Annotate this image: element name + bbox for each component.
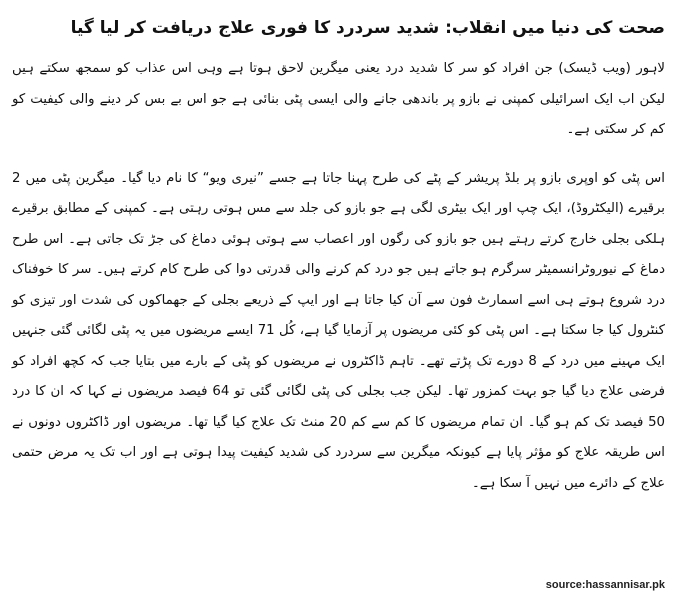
article-paragraph-intro: لاہور (ویب ڈیسک) جن افراد کو سر کا شدید درد یعنی میگرین لاحق ہوتا ہے وہی اس عذاب کو سمجھ سکتے ہیں لیکن اب ایک اسرائیلی کمپنی نے بازو پر باندھی جانے والی ایسی پٹی بنائی ہے جو اس بے بس کر دینے والی کیفیت کو کم کر سکتی ہے۔ <box>12 61 665 137</box>
source-credit: source:hassannisar.pk <box>545 579 665 591</box>
article-headline: صحت کی دنیا میں انقلاب: شدید سردرد کا فوری علاج دریافت کر لیا گیا <box>70 18 665 38</box>
article-paragraph-body: اس پٹی کو اوپری بازو پر بلڈ پریشر کے پٹے کی طرح پہنا جاتا ہے جسے ”نیری ویو“ کا نام دیا گیا۔ میگرین پٹی میں 2 برقیرے (الیکٹروڈ)، ایک چپ اور ایک بیٹری لگی ہے جو بازو کی جلد سے مس ہوتی رہتی ہے۔ کمپنی کے مطابق برقیرے ہلکی بجلی خارج کرتے رہتے ہیں جو بازو کی رگوں اور اعصاب سے ہوتی ہوئی دماغ کی جڑ تک جاتی ہے۔ اس طرح دماغ کے نیوروٹرانسمیٹر سرگرم ہو جاتے ہیں جو درد کم کرنے والی قدرتی دوا کی طرح کام کرتے ہیں۔ سر کا خوفناک درد شروع ہوتے ہی اسے اسمارٹ فون سے آن کیا جاتا ہے اور ایپ کے ذریعے بجلی کے جھماکوں کی شدت اور تیزی کو کنٹرول کیا جا سکتا ہے۔ اس پٹی کو کئی مریضوں پر آزمایا گیا ہے، کُل 71 ایسے مریضوں میں یہ پٹی لگائی گئی جنہیں ایک مہینے میں درد کے 8 دورے تک پڑتے تھے۔ تاہم ڈاکٹروں نے مریضوں کو پٹی کے بارے میں بتایا جب کہ کچھ افراد کو فرضی علاج دیا گیا جو بہت کمزور تھا۔ لیکن جب بجلی کی پٹی لگائی گئی تو 64 فیصد مریضوں نے کہا کہ ان کا درد 50 فیصد تک کم ہو گیا۔ ان تمام مریضوں کا کم سے کم 20 منٹ تک علاج کیا گیا تھا۔ مریضوں اور ڈاکٹروں دونوں نے اس طریقہ علاج کو مؤثر پایا ہے کیونکہ میگرین سے سردرد کی شدید کیفیت پیدا ہوتی ہے اور اب تک یہ مرض حتمی علاج کے دائرے میں نہیں آ سکا ہے۔ <box>12 170 666 491</box>
